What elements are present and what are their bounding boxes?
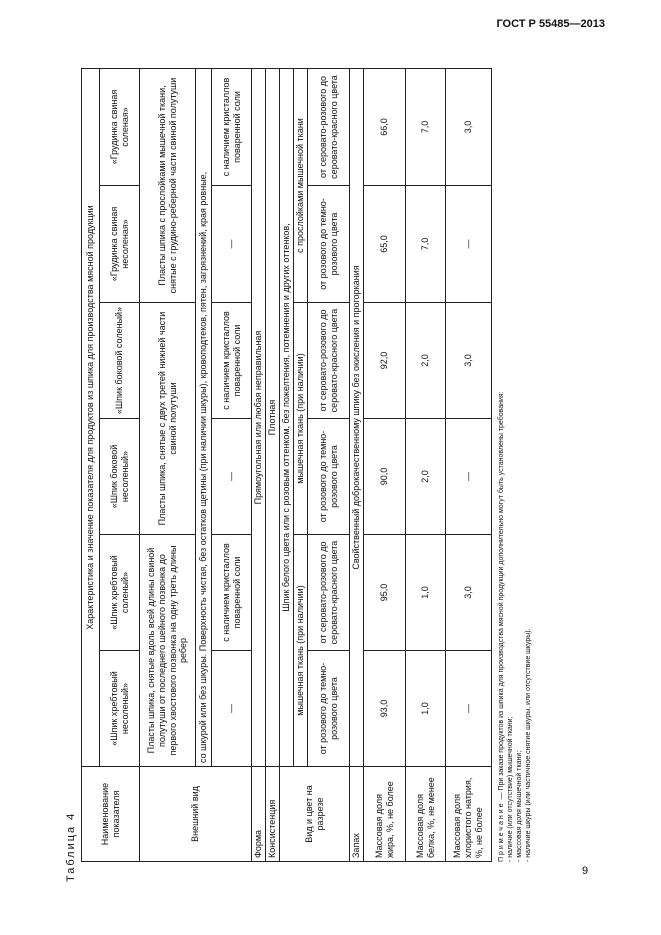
skin-rest: Поверхность чистая, без остатков щетины (при наличии шкуры), кровоподтеков, пятен, загрязнений, края ровные, xyxy=(198,171,209,652)
fat-value: 95,0 xyxy=(364,535,406,651)
form-label: Форма xyxy=(252,767,266,862)
product-header: «Шпик хребтовый соленый» xyxy=(100,535,140,651)
muscle-hrebtovy: мышечная ткань (при наличии) xyxy=(294,535,308,767)
fat-value: 93,0 xyxy=(364,651,406,767)
smell-label: Запах xyxy=(350,767,364,862)
table-note xyxy=(497,72,533,862)
salt-value: 3,0 xyxy=(446,535,492,651)
appearance-cell: с наличием кристаллов поваренной соли xyxy=(212,69,252,186)
appearance-cell: — xyxy=(212,651,252,767)
group-header: Характеристика и значение показателя для продуктов из шпика для производства мясной продукции xyxy=(82,69,100,767)
appearance-grudinka-desc: Пласты шпика с прослойками мышечной ткани, снятые с грудино-реберной части свиной полутуши xyxy=(140,69,196,303)
product-header: «Грудинка свиная несоленая» xyxy=(100,186,140,303)
product-header: «Грудинка свиная соленая» xyxy=(100,69,140,186)
col-name-header: Наименование показателя xyxy=(82,767,140,862)
protein-value: 1,0 xyxy=(406,651,446,767)
consistency-label: Консистенция xyxy=(266,767,280,862)
standard-code: ГОСТ Р 55485—2013 xyxy=(496,18,605,30)
protein-value: 1,0 xyxy=(406,535,446,651)
page-number: 9 xyxy=(582,865,589,877)
appearance-hrebtovy-desc: Пласты шпика, снятые вдоль всей длины свиной полутуши от последнего шейного позвонка до первого хвостового позвонка на одну треть длины ребер xyxy=(140,535,196,767)
note-lead: Примечание xyxy=(498,801,505,862)
appearance-label: Внешний вид xyxy=(140,767,252,862)
note-item: - наличие шкуры (или частичное снятие шкуры, или отсутствие шкуры). xyxy=(525,628,533,862)
color-cell: от серовато-розового до серовато-красного цвета xyxy=(308,69,350,186)
protein-value: 2,0 xyxy=(406,303,446,419)
rotated-table-block xyxy=(65,67,596,882)
protein-value: 2,0 xyxy=(406,419,446,535)
appearance-cell: с наличием кристаллов поваренной соли xyxy=(212,535,252,651)
table-caption: Таблица 4 xyxy=(65,811,77,882)
section-color-common: Шпик белого цвета или с розовым оттенком, без пожелтения, потемнения и других оттенков, xyxy=(280,69,294,767)
section-color-label: Вид и цвет на разрезе xyxy=(280,767,350,862)
salt-value: — xyxy=(446,186,492,303)
protein-value: 7,0 xyxy=(406,69,446,186)
muscle-bokovoy: мышечная ткань (при наличии) xyxy=(294,303,308,535)
color-cell: от розового до темно-розового цвета xyxy=(308,651,350,767)
spec-table xyxy=(81,68,492,862)
fat-value: 92,0 xyxy=(364,303,406,419)
color-cell: от серовато-розового до серовато-красного цвета xyxy=(308,535,350,651)
smell-value: Свойственный доброкачественному шпику без окисления и прогоркания xyxy=(350,69,364,767)
appearance-cell: — xyxy=(212,186,252,303)
salt-label: Массовая доля хлористого натрия, %, не более xyxy=(446,767,492,862)
protein-value: 7,0 xyxy=(406,186,446,303)
fat-label: Массовая доля жира, %, не более xyxy=(364,767,406,862)
product-header: «Шпик боковой соленый» xyxy=(100,303,140,419)
appearance-surface-row xyxy=(196,69,212,767)
skin-hrebtovy: со шкурой или без шкуры. xyxy=(198,653,209,763)
color-cell: от розового до темно-розового цвета xyxy=(308,186,350,303)
color-cell: от серовато-розового до серовато-красного цвета xyxy=(308,303,350,419)
consistency-value: Плотная xyxy=(266,69,280,767)
salt-value: — xyxy=(446,651,492,767)
fat-value: 65,0 xyxy=(364,186,406,303)
product-header: «Шпик хребтовый несоленый» xyxy=(100,651,140,767)
note-text: — При заказе продуктов из шпика для производства мясной продукции дополнительно могут быть установлены требования: xyxy=(498,391,505,800)
form-value: Прямоугольная или любая неправильная xyxy=(252,69,266,767)
color-cell: от розового до темно-розового цвета xyxy=(308,419,350,535)
salt-value: 3,0 xyxy=(446,303,492,419)
protein-label: Массовая доля белка, %, не менее xyxy=(406,767,446,862)
appearance-cell: с наличием кристаллов поваренной соли xyxy=(212,303,252,419)
appearance-bokovoy-desc: Пласты шпика, снятые с двух третей нижней части свиной полутуши xyxy=(140,303,196,535)
fat-value: 66,0 xyxy=(364,69,406,186)
appearance-cell: — xyxy=(212,419,252,535)
note-item: - наличие (или отсутствие) мышечной ткани; xyxy=(507,716,515,862)
note-item: - массовая доля мышечной ткани; xyxy=(516,750,524,862)
fat-value: 90,0 xyxy=(364,419,406,535)
muscle-grudinka: с прослойками мышечной ткани xyxy=(294,69,308,303)
product-header: «Шпик боковой несоленый» xyxy=(100,419,140,535)
salt-value: — xyxy=(446,419,492,535)
salt-value: 3,0 xyxy=(446,69,492,186)
